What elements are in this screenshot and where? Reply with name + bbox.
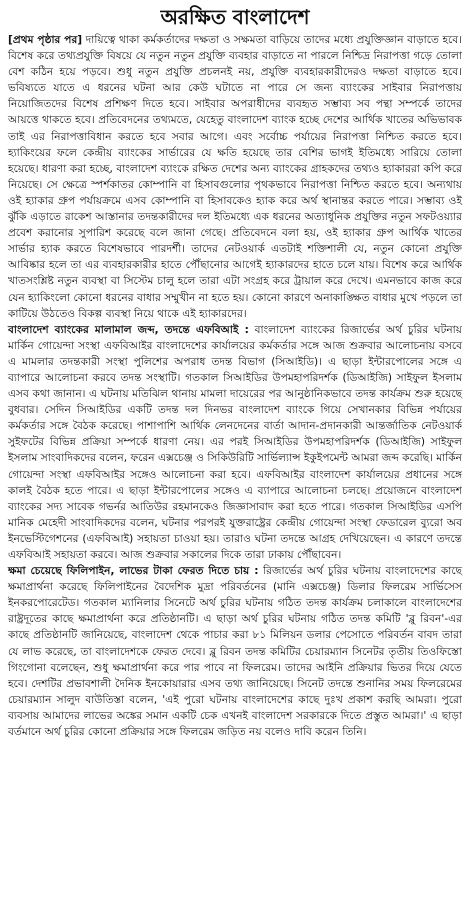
intro-paragraph: [8, 32, 462, 322]
article-title: অরক্ষিত বাংলাদেশ: [160, 5, 310, 29]
section-fbi-text: বাংলাদেশ ব্যাংকের রিজার্ভের অর্থ চুরির ঘটনায় মার্কিন গোয়েন্দা সংস্থা এফবিআইর বাংলাদেশের কার্যালয়ের কর্মকর্তার সঙ্গে আজ শুক্রবার আলোচনায় বসবে এ মামলার তদন্তকারী সংস্থা পুলিশের অপরাধ তদন্ত বিভাগ (সিআইডি)। এ ছাড়া ইন্টারপোলের সঙ্গে এ ব্যাপারে আলোচনা করবে তদন্ত সংস্থাটি। গতকাল সিআইডির উপমহাপরিদর্শক (ডিআইজি) সাইফুল ইসলাম এসব কথা জানান। এ ঘটনায় মতিঝিল থানায় মামলা দায়েরের পর আনুষ্ঠানিকভাবে তদন্ত কার্যক্রম শুরু হয়েছে বুধবার। সেদিন সিআইডির একটি তদন্ত দল দিনভর বাংলাদেশ ব্যাংকে গিয়ে সেখানকার বিভিন্ন পর্যায়ের কর্মকর্তার সঙ্গে বৈঠক করেছে। পাশাপাশি আর্থিক লেনদেনের বার্তা আদান-প্রদানকারী আন্তর্জাতিক নেটওয়ার্ক সুইফটের বিভিন্ন প্রক্রিয়া সম্পর্কে ধারণা নেয়। এর পরই সিআইডির উপমহাপরিদর্শক (ডিআইজি) সাইফুল ইসলাম সাংবাদিকদের বলেন, ফরেন এক্সচেঞ্জ ও সিকিউরিটি সার্ভিল্যান্স ইকুইপমেন্ট আমরা জব্দ করেছি। মার্কিন গোয়েন্দা সংস্থা এফবিআইর সঙ্গেও আলোচনা করা হবে। এফবিআইর বাংলাদেশ কার্যালয়ের প্রধানের সঙ্গে কালই বৈঠক হতে পারে। এ ছাড়া ইন্টারপোলের সঙ্গেও এ ব্যাপারে আলোচনা চলছে। প্রয়োজনে বাংলাদেশ ব্যাংকের সদ্য সাবেক গভর্নর আতিউর রহমানকেও জিজ্ঞাসাবাদ করা হতে পারে। গতকাল সিআইডির এসপি মানিক মেহেদী সাংবাদিকদের বলেন, ঘটনার পরপরই যুক্তরাষ্ট্রের কেন্দ্রীয় গোয়েন্দা সংস্থা ফেডারেল ব্যুরো অব ইনভেস্টিগেশনের (এফবিআই) সহায়তা চাওয়া হয়। তারাও ঘটনা তদন্তে আগ্রহ দেখিয়েছেন। এ কারণে তদন্তে এফবিআই সহায়তা করবে। আজ শুক্রবার সকালের দিকে তারা ঢাকায় পৌঁছাবেন।: [8, 323, 462, 561]
section-fbi-paragraph: [8, 322, 462, 563]
article-body: [8, 32, 462, 740]
continued-tag: [প্রথম পৃষ্ঠার পর]: [8, 34, 83, 46]
section-philippines-heading: ক্ষমা চেয়েছে ফিলিপাইন, লাভের টাকা ফেরত দিতে চায় :: [8, 565, 259, 578]
intro-text: দায়িত্বে থাকা কর্মকর্তাদের দক্ষতা ও সক্ষমতা বাড়িয়ে তাদের মধ্যে প্রযুক্তিজ্ঞান বাড়াতে হবে। বিশেষ করে তথ্যপ্রযুক্তি বিষয়ে যে নতুন নতুন প্রযুক্তি ব্যবহার বাড়াতে না পারলে নিশ্চিদ্র নিরাপত্তা গড়ে তোলা বেশ কঠিন হয়ে পড়বে। শুধু নতুন প্রযুক্তি প্রচলনই নয়, প্রযুক্তি ব্যবহারকারীদেরও দক্ষতা বাড়াতে হবে। ভবিষ্যতে যাতে এ ধরনের ঘটনা আর কেউ ঘটাতে না পারে সে জন্য ব্যাংকের সাইবার নিরাপত্তায় নিয়োজিতদের বিশেষ প্রশিক্ষণ দিতে হবে। সাইবার অপরাধীদের ব্যবহৃত সম্ভাব্য সব পন্থা সম্পর্কে তাদের আয়ত্তে থাকতে হবে। প্রতিবেদনের তথ্যমতে, যেহেতু বাংলাদেশ ব্যাংক হচ্ছে দেশের আর্থিক খাতের অভিভাবক তাই এর নিরাপত্তাবিধান করতে হবে সবার আগে। এবং সর্বোচ্চ পর্যায়ের নিরাপত্তা নিশ্চিত করতে হবে। হ্যাকিংয়ের ফলে কেন্দ্রীয় ব্যাংকের সার্ভারের যে ক্ষতি হয়েছে তার বেশির ভাগই ইতিমধ্যে সারিয়ে তোলা হয়েছে। ধারণা করা হচ্ছে, বাংলাদেশ ব্যাংকে রক্ষিত দেশের অন্য ব্যাংকের গ্রাহকদের তথ্যও হ্যাকাররা কপি করে নিয়েছে। সে ক্ষেত্রে স্পর্শকাতর কোম্পানি বা হিসাবগুলোর পৃথকভাবে নিরাপত্তা নিশ্চিত করতে হবে। অন্যথায় ওই হ্যাকার গ্রুপ পর্যায়ক্রমে এসব কোম্পানি বা হিসাবকেও হ্যাক করে অর্থ স্থানান্তর করতে পারে। সম্ভাব্য ওই ঝুঁকি এড়াতে রাকেশ আস্তানার তদন্তকারীদের দল ইতিমধ্যে এক ধরনের অত্যাধুনিক প্রযুক্তির নতুন সফটওয়্যার প্রবেশ করানোর সুপারিশ করেছে বলে জানা গেছে। প্রতিবেদনে বলা হয়, ওই হ্যাকার গ্রুপ আর্থিক খাতের সার্ভার হ্যাক করতে বিশেষভাবে পারদর্শী। তাদের নেটওয়ার্ক এতটাই শক্তিশালী যে, নতুন কোনো প্রযুক্তি আবিষ্কার হলে তা এর ব্যবহারকারীর হাতে পৌঁছানোর আগেই হ্যাকারদের হাতে চলে যায়। বিশেষ করে আর্থিক খাতসংশ্লিষ্ট নতুন ব্যবস্থা বা সিস্টেম চালু হলে তারা এটা সংগ্রহ করে ট্রায়াল করে দেখে। এমনভাবে কাজ করে যেন হ্যাকিংলো কোনো ধরনের বাধার সম্মুখীন না হতে হয়। কোনো কারণে অনাকাঙ্ক্ষিত বাধার মুখে পড়লে তা কাটিয়ে উঠতেও বিকল্প ব্যবস্থা নিয়ে থাকে এই হ্যাকারদের।: [8, 34, 462, 320]
section-philippines-paragraph: [8, 563, 462, 740]
section-philippines-text: রিজার্ভের অর্থ চুরির ঘটনায় বাংলাদেশের কাছে ক্ষমাপ্রার্থনা করেছে ফিলিপাইনের বৈদেশিক মুদ্রা পরিবর্তনের (মানি এক্সচেঞ্জ) ডিলার ফিলরেম সার্ভিসেস ইনকরপোরেটেড। গতকাল ম্যানিলার সিনেটে অর্থ চুরির ঘটনায় গঠিত তদন্ত কার্যক্রম চলাকালে বাংলাদেশের রাষ্ট্রদূতের কাছে ক্ষমাপ্রার্থনা করে প্রতিষ্ঠানটি। এ ছাড়া অর্থ চুরির ঘটনায় গঠিত তদন্ত কমিটি 'ব্লু রিবন'-এর কাছে প্রতিষ্ঠানটি জানিয়েছে, বাংলাদেশ থেকে পাচার করা ৮১ মিলিয়ন ডলার পেসোতে পরিবর্তন বাবদ তারা যে লাভ করেছে, তা বাংলাদেশকে ফেরত দেবে। ব্লু রিবন তদন্ত কমিটির চেয়ারম্যান সিনেটর তৃতীয় তিওফিস্তো গিংগোনা বলেছেন, শুধু ক্ষমাপ্রার্থনা করে পার পাবে না ফিলরেম। তাদের আইনি প্রক্রিয়ার ভিতর দিয়ে যেতে হবে। দেশটির প্রভাবশালী দৈনিক ইনকোয়ারার এসব তথ্য জানিয়েছে। সিনেট তদন্তে শুনানির সময় ফিলরেমের চেয়ারম্যান সালুদ বাউতিস্তা বলেন, 'এই পুরো ঘটনায় বাংলাদেশের কাছে দুঃখ প্রকাশ করছি আমরা। পুরো ব্যবসায় আমাদের লাভের অঙ্কের সমান একটি চেক এখনই বাংলাদেশ সরকারকে দিতে প্রস্তুত আমরা।' এ ছাড়া বর্তমানে অর্থ চুরির কোনো প্রক্রিয়ার সঙ্গে ফিলরেম জড়িত নয় বলেও দাবি করেন তিনি।: [8, 565, 462, 739]
section-fbi-heading: বাংলাদেশ ব্যাংকের মালামাল জব্দ, তদন্তে এফবিআই :: [8, 323, 249, 336]
